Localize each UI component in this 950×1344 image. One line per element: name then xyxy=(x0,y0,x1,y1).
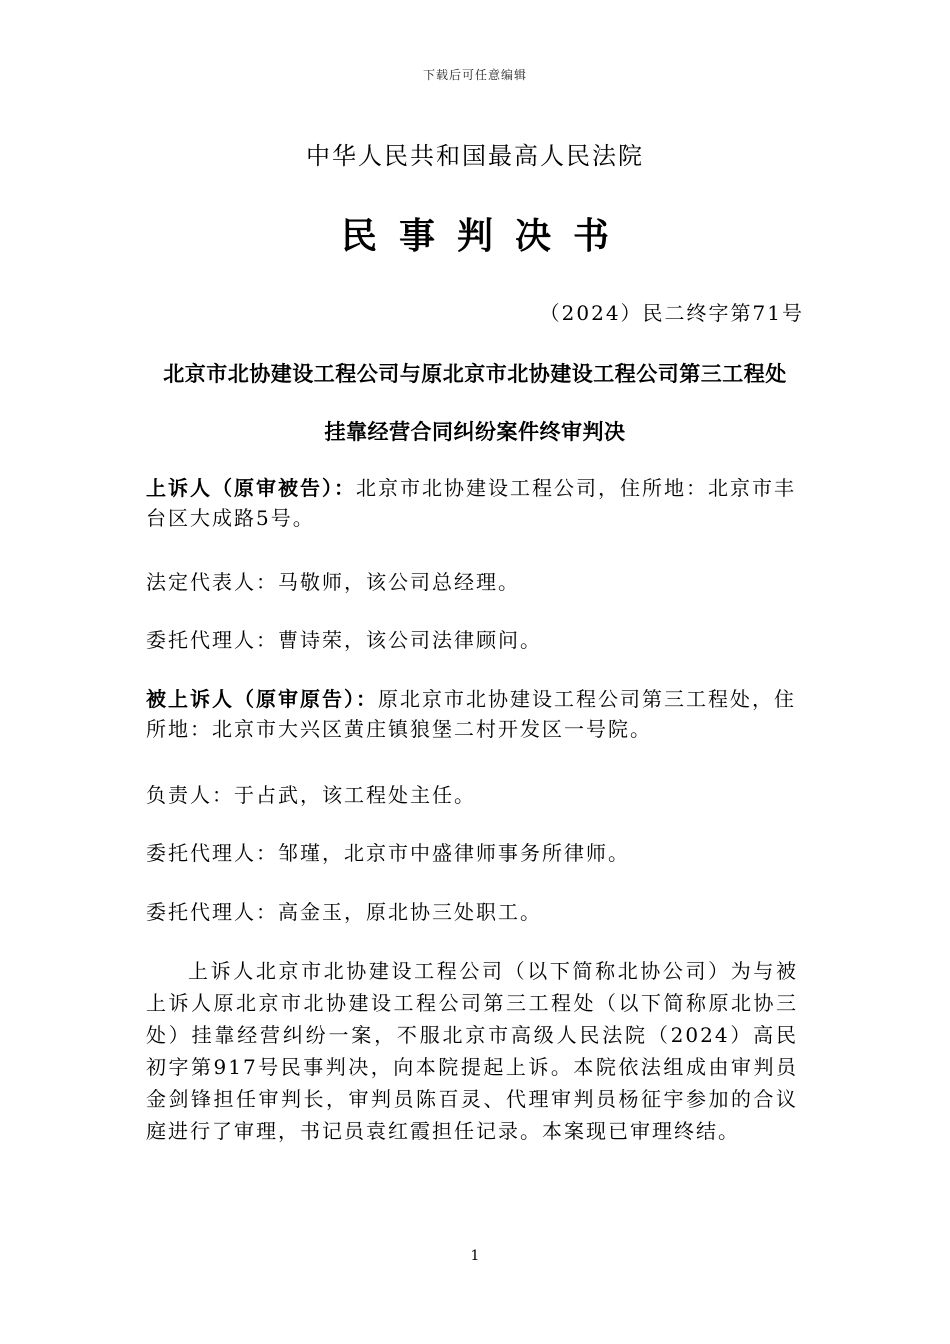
party-text: 负责人：于占武，该工程处主任。 xyxy=(146,783,476,807)
party-text: 委托代理人：邹瑾，北京市中盛律师事务所律师。 xyxy=(146,841,630,865)
party-appellant-agent xyxy=(146,625,806,655)
header-note: 下载后可任意编辑 xyxy=(422,68,527,82)
party-label: 被上诉人（原审原告）： xyxy=(146,687,378,711)
case-number: （2024）民二终字第71号 xyxy=(539,301,804,325)
party-text: 法定代表人：马敬师，该公司总经理。 xyxy=(146,570,520,594)
page-number: 1 xyxy=(470,1248,480,1264)
case-title-line-2: 挂靠经营合同纠纷案件终审判决 xyxy=(324,419,626,444)
court-name: 中华人民共和国最高人民法院 xyxy=(306,142,644,170)
party-appellant xyxy=(146,473,806,533)
document-title: 民事判决书 xyxy=(340,215,631,257)
party-label: 上诉人（原审被告）： xyxy=(146,476,356,500)
party-text: 委托代理人：曹诗荣，该公司法律顾问。 xyxy=(146,628,542,652)
party-appellee-agent-1 xyxy=(146,838,806,868)
party-text: 北京市北协建设工程公司，住所地：北京市丰台区大成路5号。 xyxy=(146,476,796,530)
party-appellee-agent-2 xyxy=(146,897,806,927)
party-text: 原北京市北协建设工程公司第三工程处，住所地：北京市大兴区黄庄镇狼堡二村开发区一号院。 xyxy=(146,687,796,741)
party-appellee xyxy=(146,684,806,744)
party-text: 委托代理人：高金玉，原北协三处职工。 xyxy=(146,900,542,924)
party-person-in-charge xyxy=(146,780,806,810)
party-legal-representative xyxy=(146,567,806,597)
case-title-line-1: 北京市北协建设工程公司与原北京市北协建设工程公司第三工程处 xyxy=(163,361,787,386)
body-paragraph: 上诉人北京市北协建设工程公司（以下简称北协公司）为与被上诉人原北京市北协建设工程公司第三工程处（以下简称原北协三处）挂靠经营纠纷一案，不服北京市高级人民法院（2024）高民初字第917号民事判决，向本院提起上诉。本院依法组成由审判员金剑锋担任审判长，审判员陈百灵、代理审判员杨征宇参加的合议庭进行了审理，书记员袁红霞担任记录。本案现已审理终结。 xyxy=(146,959,798,1143)
